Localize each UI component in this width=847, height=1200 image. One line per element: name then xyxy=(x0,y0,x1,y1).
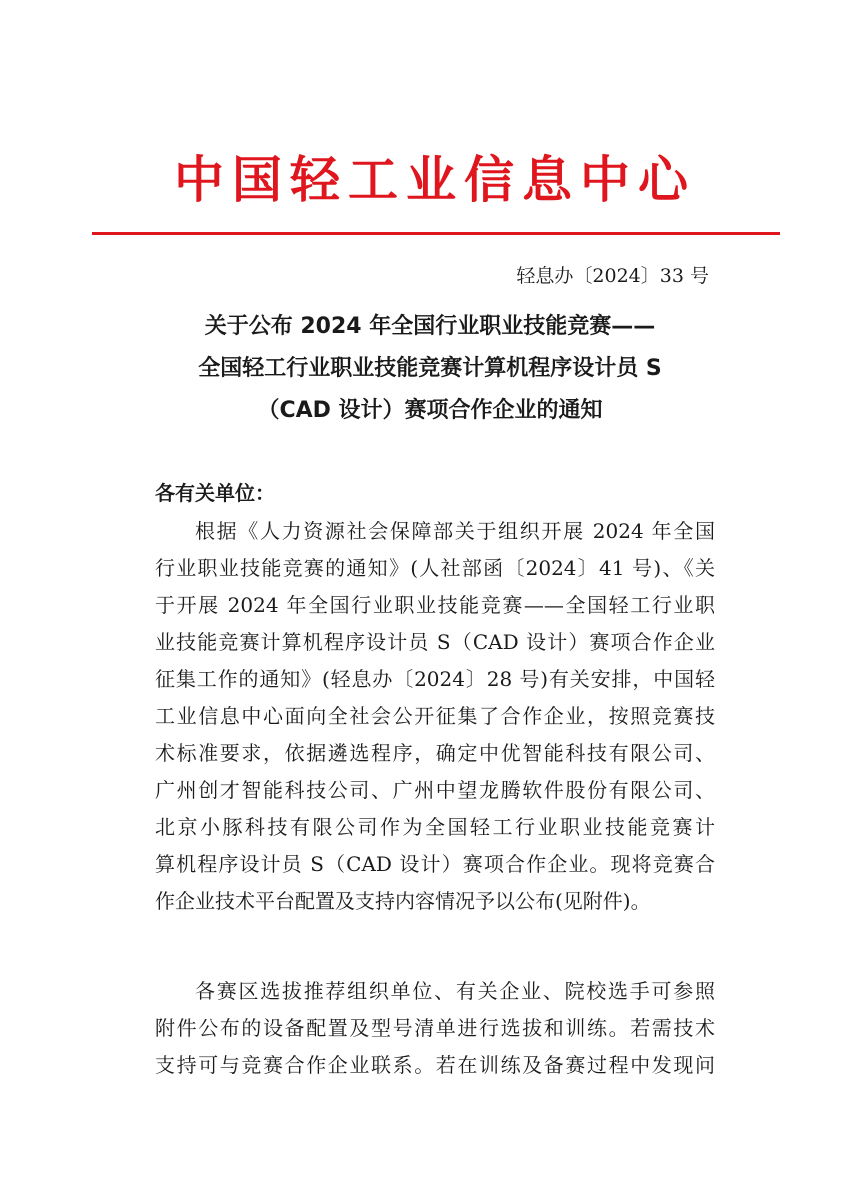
letterhead-red-divider xyxy=(92,232,780,235)
paragraph-2 xyxy=(155,973,715,1084)
document-title xyxy=(120,306,740,432)
org-letterhead-title: 中国轻工业信息中心 xyxy=(174,150,696,209)
paragraph-1 xyxy=(155,513,715,920)
paragraph-line: 广州创才智能科技公司、广州中望龙腾软件股份有限公司、 xyxy=(155,778,715,802)
document-number: 轻息办〔2024〕33 号 xyxy=(516,265,709,287)
paragraph-line: 工业信息中心面向全社会公开征集了合作企业，按照竞赛技 xyxy=(155,704,715,728)
paragraph-line: 支持可与竞赛合作企业联系。若在训练及备赛过程中发现问 xyxy=(155,1053,715,1077)
paragraph-line: 于开展 2024 年全国行业职业技能竞赛——全国轻工行业职 xyxy=(155,593,715,617)
paragraph-line: 征集工作的通知》(轻息办〔2024〕28 号)有关安排，中国轻 xyxy=(155,667,715,691)
paragraph-line: 根据《人力资源社会保障部关于组织开展 2024 年全国 xyxy=(195,519,715,543)
paragraph-line: 行业职业技能竞赛的通知》(人社部函〔2024〕41 号)、《关 xyxy=(155,556,715,580)
salutation: 各有关单位： xyxy=(155,481,275,505)
paragraph-line: 各赛区选拔推荐组织单位、有关企业、院校选手可参照 xyxy=(195,979,715,1003)
document-title-line-2: 全国轻工行业职业技能竞赛计算机程序设计员 S xyxy=(198,356,662,381)
paragraph-line: 术标准要求，依据遴选程序，确定中优智能科技有限公司、 xyxy=(155,741,715,765)
paragraph-line: 算机程序设计员 S（CAD 设计）赛项合作企业。现将竞赛合 xyxy=(155,852,715,876)
paragraph-line: 附件公布的设备配置及型号清单进行选拔和训练。若需技术 xyxy=(155,1016,715,1040)
paragraph-line: 北京小豚科技有限公司作为全国轻工行业职业技能竞赛计 xyxy=(155,815,715,839)
paragraph-line: 作企业技术平台配置及支持内容情况予以公布(见附件)。 xyxy=(155,889,651,913)
document-title-line-3: （CAD 设计）赛项合作企业的通知 xyxy=(257,398,603,423)
document-title-line-1: 关于公布 2024 年全国行业职业技能竞赛—— xyxy=(204,314,656,339)
paragraph-line: 业技能竞赛计算机程序设计员 S（CAD 设计）赛项合作企业 xyxy=(155,630,715,654)
